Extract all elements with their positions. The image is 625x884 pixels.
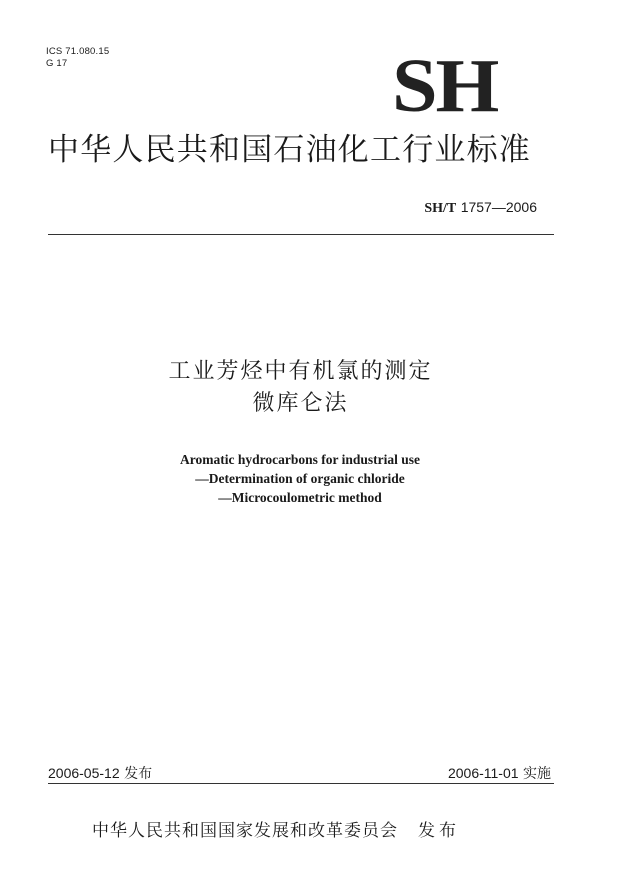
issue-date (48, 763, 152, 783)
standard-prefix: SH/T (424, 201, 457, 216)
issuer-action: 发布 (418, 821, 460, 841)
english-title-line-2: —Determination of organic chloride (195, 471, 405, 486)
effective-date-value: 2006-11-01 (447, 765, 519, 781)
standard-number-value: 1757—2006 (460, 199, 537, 215)
organization-title: 中华人民共和国石油化工行业标准 (48, 132, 531, 168)
sh-logo: SH (392, 44, 498, 128)
chinese-title-line-2: 微库仑法 (252, 391, 349, 416)
effective-date-label: 实施 (523, 766, 551, 782)
issuer (92, 816, 460, 841)
english-title-line-3: —Microcoulometric method (218, 490, 382, 505)
effective-date (448, 763, 551, 783)
bottom-divider (48, 783, 554, 784)
issue-date-value: 2006-05-12 (48, 765, 120, 781)
classification-codes (46, 46, 109, 70)
issuer-name: 中华人民共和国国家发展和改革委员会 (92, 821, 398, 841)
english-title (0, 450, 600, 507)
standard-number (424, 198, 537, 218)
chinese-title-line-1: 工业芳烃中有机氯的测定 (168, 359, 433, 384)
issue-date-label: 发布 (124, 766, 153, 782)
top-divider (48, 234, 554, 235)
ccs-code: G 17 (46, 58, 68, 69)
chinese-title (0, 356, 625, 420)
ics-code: ICS 71.080.15 (46, 46, 110, 57)
english-title-line-1: Aromatic hydrocarbons for industrial use (179, 452, 420, 467)
